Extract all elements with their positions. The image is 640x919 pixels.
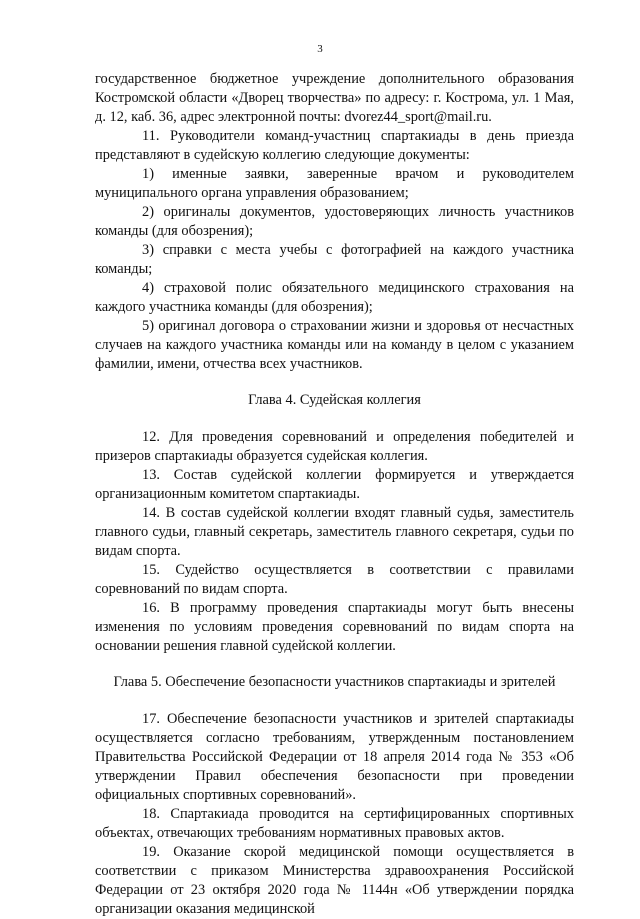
page-content	[95, 70, 574, 919]
spacer	[95, 692, 574, 710]
document-item-3: 3) справки с места учебы с фотографией на каждого участника команды;	[95, 242, 574, 277]
paragraph-11: 11. Руководители команд-участниц спартакиады в день приезда представляют в судейскую коллегию следующие документы:	[95, 128, 574, 163]
paragraph-18: 18. Спартакиада проводится на сертифицированных спортивных объектах, отвечающих требованиям нормативных правовых актов.	[95, 806, 574, 841]
page-number: 3	[317, 43, 323, 55]
paragraph-19: 19. Оказание скорой медицинской помощи осуществляется в соответствии с приказом Министерства здравоохранения Российской Федерации от 23 октября 2020 года № 1144н «Об утверждении порядка организации оказания медицинской	[95, 844, 574, 917]
paragraph-12: 12. Для проведения соревнований и определения победителей и призеров спартакиады образуется судейская коллегия.	[95, 429, 574, 464]
paragraph-13: 13. Состав судейской коллегии формируется и утверждается организационным комитетом спартакиады.	[95, 467, 574, 502]
chapter-5-heading: Глава 5. Обеспечение безопасности участников спартакиады и зрителей	[113, 674, 556, 690]
spacer	[95, 410, 574, 428]
paragraph-15: 15. Судейство осуществляется в соответствии с правилами соревнований по видам спорта.	[95, 562, 574, 597]
paragraph-16: 16. В программу проведения спартакиады могут быть внесены изменения по условиям проведения соревнований по видам спорта на основании решения главной судейской коллегии.	[95, 600, 574, 654]
intro-paragraph: государственное бюджетное учреждение дополнительного образования Костромской области «Дворец творчества» по адресу: г. Кострома, ул. 1 Мая, д. 12, каб. 36, адрес электронной почты: dvorez44_sport@mail.ru.	[95, 71, 574, 125]
document-item-5: 5) оригинал договора о страховании жизни и здоровья от несчастных случаев на каждого участника команды или на команду в целом с указанием фамилии, имени, отчества всех участников.	[95, 318, 574, 372]
spacer	[95, 374, 574, 391]
chapter-4-heading: Глава 4. Судейская коллегия	[248, 392, 421, 408]
document-item-1: 1) именные заявки, заверенные врачом и руководителем муниципального органа управления образованием;	[95, 166, 574, 201]
spacer	[95, 656, 574, 673]
paragraph-14: 14. В состав судейской коллегии входят главный судья, заместитель главного судьи, главный секретарь, заместитель главного секретаря, судьи по видам спорта.	[95, 505, 574, 559]
paragraph-17: 17. Обеспечение безопасности участников и зрителей спартакиады осуществляется согласно требованиям, утвержденным постановлением Правительства Российской Федерации от 18 апреля 2014 года № 353 «Об утверждении Правил обеспечения безопасности при проведении официальных спортивных соревнований».	[95, 711, 574, 803]
document-item-4: 4) страховой полис обязательного медицинского страхования на каждого участника команды (для обозрения);	[95, 280, 574, 315]
document-item-2: 2) оригиналы документов, удостоверяющих личность участников команды (для обозрения);	[95, 204, 574, 239]
